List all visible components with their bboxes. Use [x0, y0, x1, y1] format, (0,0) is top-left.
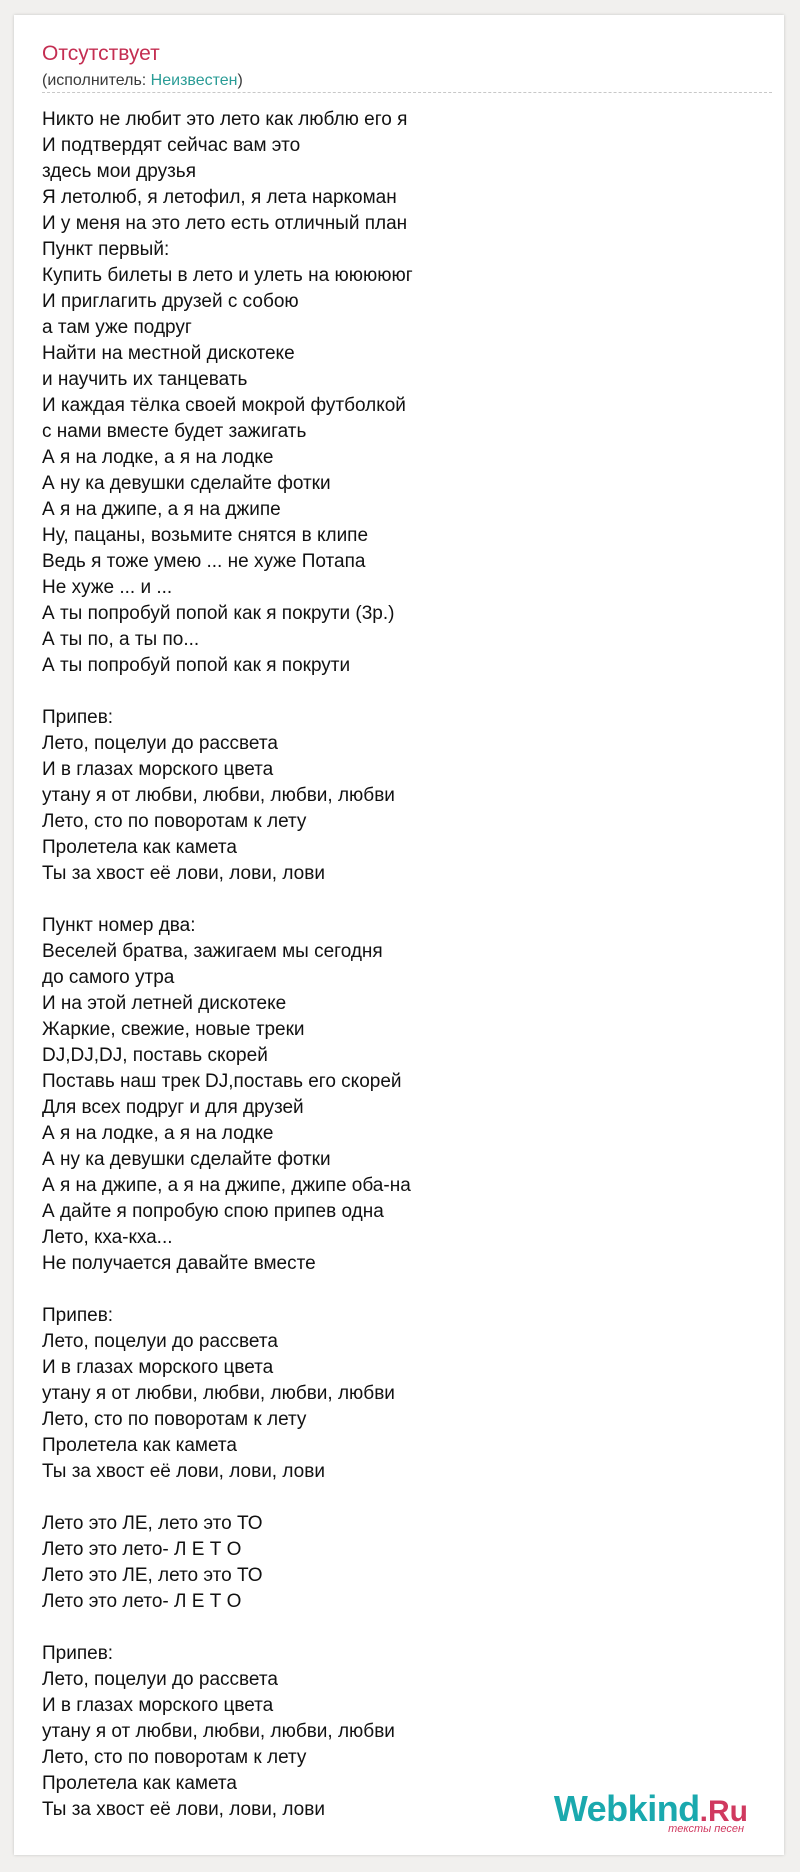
lyric-line: А ну ка девушки сделайте фотки	[42, 1149, 331, 1170]
lyric-line: Пролетела как камета	[42, 837, 237, 858]
lyric-line: И у меня на это лето есть отличный план	[42, 213, 408, 234]
lyric-line: Для всех подруг и для друзей	[42, 1097, 304, 1118]
lyric-line: Я летолюб, я летофил, я лета наркоман	[42, 187, 397, 208]
lyric-line: И приглагить друзей с собою	[42, 291, 299, 312]
lyric-line: Лето, поцелуи до рассвета	[42, 733, 278, 754]
lyric-line: Лето это ЛЕ, лето это ТО	[42, 1565, 263, 1586]
lyric-line: Пункт номер два:	[42, 915, 196, 936]
lyric-line: А я на лодке, а я на лодке	[42, 1123, 274, 1144]
divider	[42, 92, 772, 93]
stanza-break	[42, 679, 742, 705]
logo-tagline: тексты песен	[668, 1823, 744, 1835]
lyric-line: DJ,DJ,DJ, поставь скорей	[42, 1045, 268, 1066]
lyric-line: Припев:	[42, 1305, 114, 1326]
lyric-line: Веселей братва, зажигаем мы сегодня	[42, 941, 383, 962]
lyric-line: А ну ка девушки сделайте фотки	[42, 473, 331, 494]
lyric-line: Найти на местной дискотеке	[42, 343, 295, 364]
lyric-line: А я на лодке, а я на лодке	[42, 447, 274, 468]
lyric-line: Лето, поцелуи до рассвета	[42, 1331, 278, 1352]
lyric-line: Пролетела как камета	[42, 1773, 237, 1794]
lyric-line: с нами вместе будет зажигать	[42, 421, 307, 442]
lyric-line: И в глазах морского цвета	[42, 1357, 274, 1378]
lyric-line: Лето это лето- Л Е Т О	[42, 1591, 242, 1612]
lyric-line: А ты по, а ты по...	[42, 629, 200, 650]
lyric-line: И на этой летней дискотеке	[42, 993, 287, 1014]
lyric-line: И подтвердят сейчас вам это	[42, 135, 301, 156]
lyric-line: Лето, сто по поворотам к лету	[42, 1747, 307, 1768]
lyric-line: А дайте я попробую спою припев одна	[42, 1201, 384, 1222]
lyric-line: А я на джипе, а я на джипе	[42, 499, 281, 520]
lyric-line: Не получается давайте вместе	[42, 1253, 316, 1274]
lyrics-card	[14, 15, 784, 1855]
lyric-line: утану я от любви, любви, любви, любви	[42, 1383, 395, 1404]
lyric-line: Лето, сто по поворотам к лету	[42, 811, 307, 832]
lyric-line: Лето, кха-кха...	[42, 1227, 173, 1248]
lyric-line: А ты попробуй попой как я покрути (3р.)	[42, 603, 395, 624]
stanza-break	[42, 887, 742, 913]
song-title: Отсутствует	[42, 42, 160, 65]
stanza-break	[42, 1277, 742, 1303]
artist-prefix: (исполнитель:	[42, 72, 151, 89]
logo-tld: .Ru	[699, 1795, 748, 1828]
lyric-line: и научить их танцевать	[42, 369, 248, 390]
lyric-line: а там уже подруг	[42, 317, 192, 338]
lyric-line: Не хуже ... и ...	[42, 577, 173, 598]
lyric-line: до самого утра	[42, 967, 175, 988]
lyric-line: Припев:	[42, 707, 114, 728]
lyric-line: А ты попробуй попой как я покрути	[42, 655, 351, 676]
lyric-line: Ну, пацаны, возьмите снятся в клипе	[42, 525, 369, 546]
lyric-line: Ты за хвост её лови, лови, лови	[42, 1799, 325, 1820]
lyric-line: Купить билеты в лето и улеть на юююююг	[42, 265, 413, 286]
logo-name: Webkind	[553, 1788, 700, 1829]
lyric-line: Ты за хвост её лови, лови, лови	[42, 863, 325, 884]
lyric-line: Пролетела как камета	[42, 1435, 237, 1456]
lyric-line: Ты за хвост её лови, лови, лови	[42, 1461, 325, 1482]
lyric-line: утану я от любви, любви, любви, любви	[42, 1721, 395, 1742]
stanza-break	[42, 1485, 742, 1511]
lyric-line: А я на джипе, а я на джипе, джипе оба-на	[42, 1175, 411, 1196]
lyric-line: Лето это лето- Л Е Т О	[42, 1539, 242, 1560]
lyric-line: Пункт первый:	[42, 239, 170, 260]
lyric-line: Лето, поцелуи до рассвета	[42, 1669, 278, 1690]
lyric-line: утану я от любви, любви, любви, любви	[42, 785, 395, 806]
artist-suffix: )	[237, 72, 243, 89]
lyric-line: здесь мои друзья	[42, 161, 196, 182]
lyric-line: Лето, сто по поворотам к лету	[42, 1409, 307, 1430]
lyric-line: Лето это ЛЕ, лето это ТО	[42, 1513, 263, 1534]
lyric-line: И в глазах морского цвета	[42, 759, 274, 780]
lyric-line: Припев:	[42, 1643, 114, 1664]
site-logo[interactable]	[553, 1788, 748, 1835]
lyrics-text	[42, 107, 742, 1823]
artist-link[interactable]: Неизвестен	[150, 72, 238, 89]
lyric-line: И каждая тёлка своей мокрой футболкой	[42, 395, 406, 416]
lyric-line: Поставь наш трек DJ,поставь его скорей	[42, 1071, 402, 1092]
artist-line	[42, 73, 243, 89]
lyric-line: И в глазах морского цвета	[42, 1695, 274, 1716]
lyric-line: Никто не любит это лето как люблю его я	[42, 109, 408, 130]
stanza-break	[42, 1615, 742, 1641]
lyric-line: Жаркие, свежие, новые треки	[42, 1019, 305, 1040]
lyric-line: Ведь я тоже умею ... не хуже Потапа	[42, 551, 366, 572]
